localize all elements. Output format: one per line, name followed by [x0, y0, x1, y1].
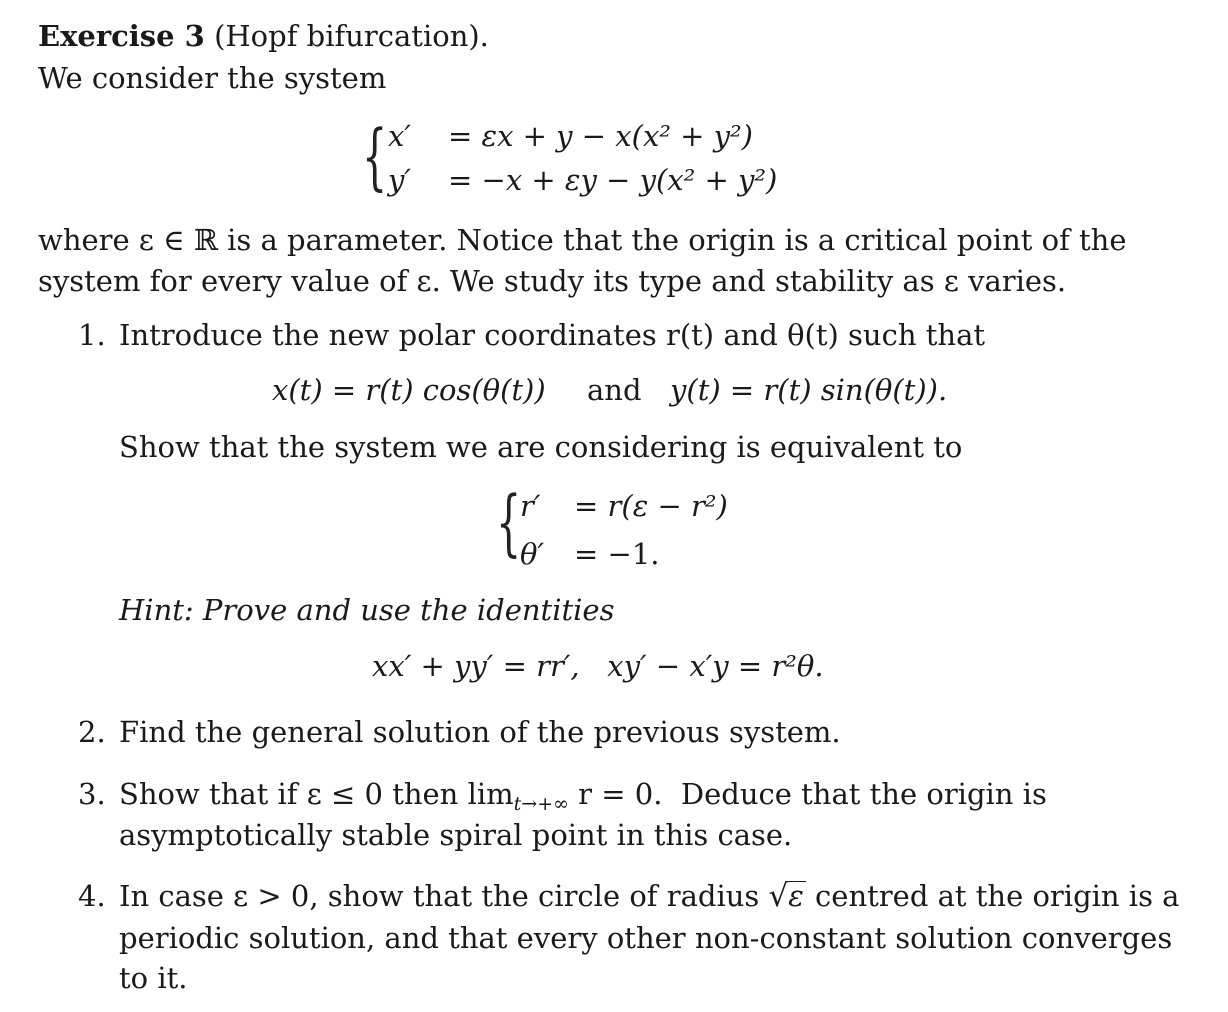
- system-1-eq2-rhs: = −x + εy − y(x² + y²): [448, 163, 778, 197]
- system-1-eq1-lhs: x′: [388, 119, 411, 153]
- item-1-text: Introduce the new polar coordinates r(t) and θ(t) such that: [119, 318, 986, 352]
- item-3-number: 3.: [78, 777, 106, 811]
- item-4-text-a: In case ε > 0, show that the circle of radius: [119, 879, 769, 913]
- item-1-identities: xx′ + yy′ = rr′, xy′ − x′y = r²θ.: [372, 649, 824, 683]
- item-1-formula-y: y(t) = r(t) sin(θ(t)).: [670, 373, 948, 407]
- item-1-text-2: Show that the system we are considering is equivalent to: [119, 430, 963, 464]
- intro-text: We consider the system: [38, 61, 387, 95]
- item-4-sqrt-arg: ε: [788, 879, 804, 913]
- item-3-text-a: Show that if ε ≤ 0 then lim: [119, 777, 514, 811]
- item-4-text-b: centred at the origin is a: [805, 879, 1180, 913]
- system-1-eq2-lhs: y′: [388, 163, 411, 197]
- system-2-eq1-rhs: = r(ε − r²): [574, 489, 728, 523]
- system-2-brace: {: [496, 480, 522, 564]
- sqrt-icon: √: [768, 878, 789, 914]
- item-4-line-2: periodic solution, and that every other non-constant solution converges: [119, 921, 1173, 955]
- item-4-line-1: [119, 878, 1179, 914]
- system-1-eq1-rhs: = εx + y − x(x² + y²): [448, 119, 753, 153]
- system-2-eq2-lhs: θ′: [520, 537, 545, 571]
- item-2-text: Find the general solution of the previous system.: [119, 715, 841, 749]
- item-3-line-2: asymptotically stable spiral point in this case.: [119, 818, 793, 852]
- paragraph-line-2: system for every value of ε. We study its type and stability as ε varies.: [38, 264, 1067, 298]
- item-1-hint: Hint: Prove and use the identities: [119, 593, 615, 627]
- exercise-title: Exercise 3: [38, 19, 205, 53]
- item-3-line-1: [119, 776, 1047, 815]
- paragraph-line-1: where ε ∈ ℝ is a parameter. Notice that the origin is a critical point of the: [38, 223, 1127, 257]
- system-2-eq2-rhs: = −1.: [574, 537, 660, 571]
- item-4-number: 4.: [78, 879, 106, 913]
- item-2-number: 2.: [78, 715, 106, 749]
- item-1-formula-x: x(t) = r(t) cos(θ(t)): [272, 373, 546, 407]
- item-4-line-3: to it.: [119, 961, 188, 995]
- exercise-heading: [38, 18, 489, 54]
- item-3-lim-sub: t→+∞: [513, 793, 569, 815]
- exercise-title-note: (Hopf bifurcation).: [214, 19, 489, 53]
- system-1-brace: {: [362, 114, 388, 198]
- system-2-eq1-lhs: r′: [520, 489, 541, 523]
- system-2: [496, 476, 796, 576]
- item-3-text-b: r = 0. Deduce that the origin is: [568, 777, 1047, 811]
- item-1-formula-and: and: [587, 373, 642, 407]
- item-1-number: 1.: [78, 318, 106, 352]
- system-1: [362, 110, 842, 210]
